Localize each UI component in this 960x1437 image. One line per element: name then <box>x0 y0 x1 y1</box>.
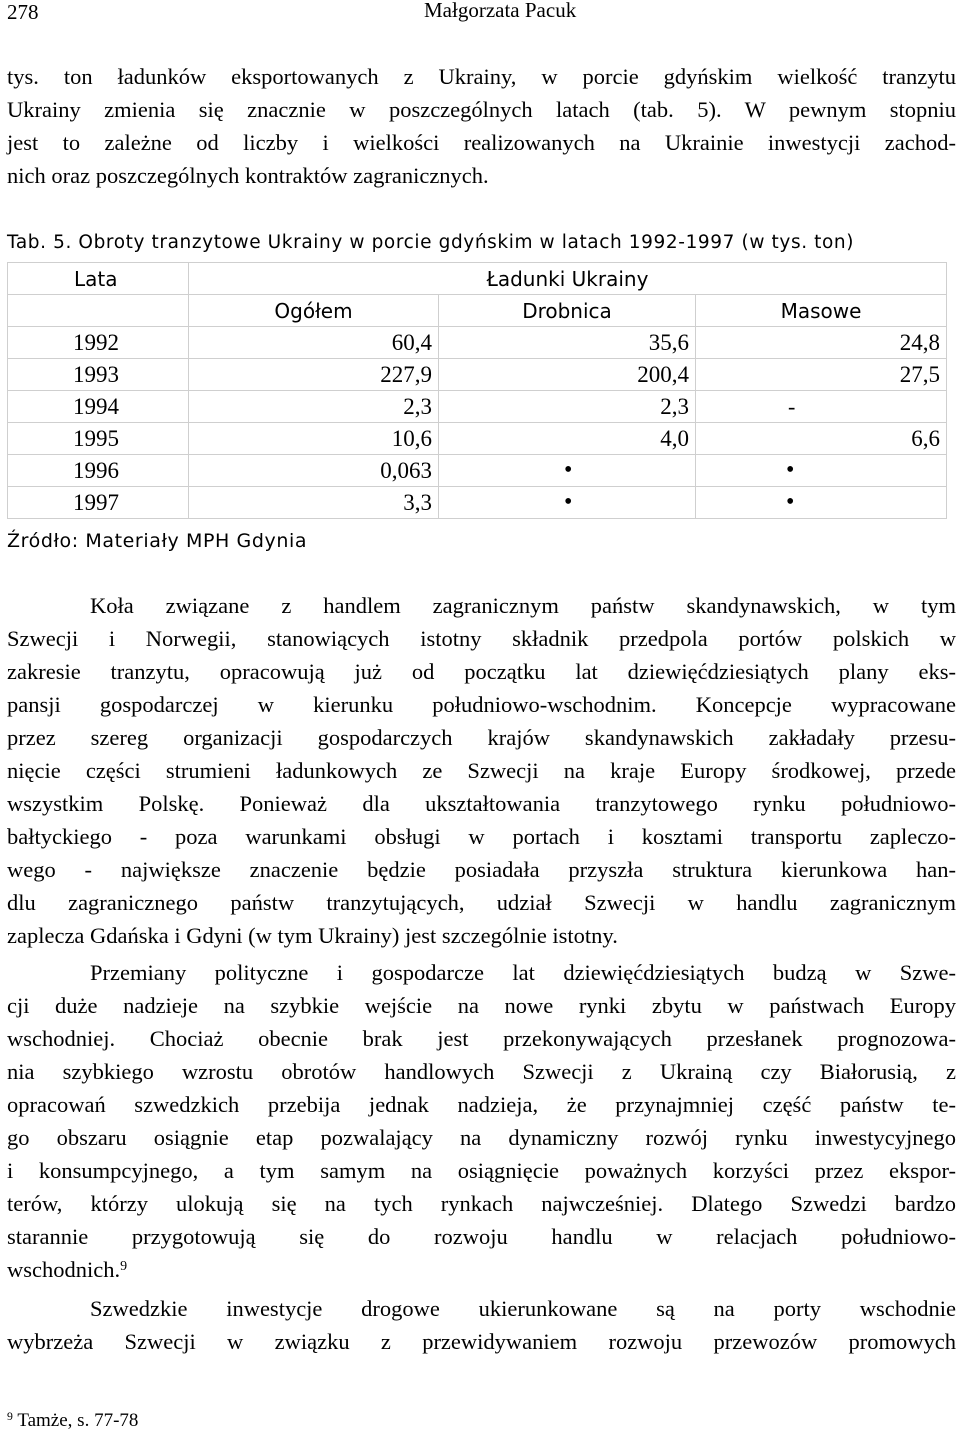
table-row <box>8 327 947 359</box>
text-line: i konsumpcyjnego, a tym samym na osiągnięcie poważnych korzyści przez ekspor- <box>7 1158 956 1183</box>
cell-total: 60,4 <box>189 327 439 359</box>
cell-year: 1996 <box>8 455 189 487</box>
cell-total: 227,9 <box>189 359 439 391</box>
table-header-row <box>8 263 947 295</box>
cell-year: 1993 <box>8 359 189 391</box>
header-years: Lata <box>8 263 189 295</box>
paragraph-2 <box>7 956 956 1286</box>
header-general: Drobnica <box>439 295 696 327</box>
table-row <box>8 359 947 391</box>
cell-total: 0,063 <box>189 455 439 487</box>
cell-year: 1997 <box>8 487 189 519</box>
text-line: jest to zależne od liczby i wielkości realizowanych na Ukrainie inwestycji zachod- <box>7 130 956 155</box>
text-line: Szwecji i Norwegii, stanowiących istotny składnik przedpola portów polskich w <box>7 626 956 651</box>
cell-year: 1995 <box>8 423 189 455</box>
text-line: opracowań szwedzkich przebija jednak nadzieja, że przynajmniej część państw te- <box>7 1092 956 1117</box>
text-line: terów, którzy ulokują się na tych rynkach najwcześniej. Dlatego Szwedzi bardzo <box>7 1191 956 1216</box>
text-line: wszystkim Polskę. Ponieważ dla ukształtowania tranzytowego rynku południowo- <box>7 791 956 816</box>
text-line: zaplecza Gdańska i Gdyni (w tym Ukrainy) jest szczególnie istotny. <box>7 923 618 948</box>
text-line: wschodniej. Chociaż obecnie brak jest przekonywających przesłanek prognozowa- <box>7 1026 956 1051</box>
cell-general: • <box>439 455 696 487</box>
text-line: Szwedzkie inwestycje drogowe ukierunkowane są na porty wschodnie <box>90 1296 956 1321</box>
text-line: Koła związane z handlem zagranicznym państw skandynawskich, w tym <box>90 593 956 618</box>
cell-total: 10,6 <box>189 423 439 455</box>
cell-total: 2,3 <box>189 391 439 423</box>
header-group: Ładunki Ukrainy <box>189 263 947 295</box>
text-fragment: wschodnich. <box>7 1257 121 1282</box>
footnote <box>7 1410 138 1432</box>
cell-bulk: • <box>696 487 947 519</box>
cell-general: 35,6 <box>439 327 696 359</box>
intro-paragraph <box>7 60 956 192</box>
running-head: Małgorzata Pacuk <box>424 0 577 22</box>
text-line: wego - największe znaczenie będzie posiadała przyszła struktura kierunkowa han- <box>7 857 956 882</box>
table-caption: Tab. 5. Obroty tranzytowe Ukrainy w porcie gdyńskim w latach 1992-1997 (w tys. ton) <box>7 232 855 253</box>
transit-table <box>7 262 947 519</box>
text-line: bałtyckiego - poza warunkami obsługi w portach i kosztami transportu zapleczo- <box>7 824 956 849</box>
text-line: Ukrainy zmienia się znacznie w poszczególnych latach (tab. 5). W pewnym stopniu <box>7 97 956 122</box>
table-source: Źródło: Materiały MPH Gdynia <box>7 530 308 552</box>
footnote-reference[interactable]: 9 <box>120 1259 128 1275</box>
cell-general: • <box>439 487 696 519</box>
header-total: Ogółem <box>189 295 439 327</box>
text-line: tys. ton ładunków eksportowanych z Ukrainy, w porcie gdyńskim wielkość tranzytu <box>7 64 956 89</box>
text-line: nięcie części strumieni ładunkowych ze Szwecji na kraje Europy środkowej, przede <box>7 758 956 783</box>
cell-general: 4,0 <box>439 423 696 455</box>
table-row <box>8 391 947 423</box>
cell-bulk: - <box>696 391 947 423</box>
text-line: wybrzeża Szwecji w związku z przewidywaniem rozwoju przewozów promowych <box>7 1329 956 1354</box>
cell-general: 2,3 <box>439 391 696 423</box>
footnote-number: 9 <box>7 1410 13 1424</box>
cell-general: 200,4 <box>439 359 696 391</box>
paragraph-3 <box>7 1292 956 1358</box>
text-line: cji duże nadzieje na szybkie wejście na nowe rynki zbytu w państwach Europy <box>7 993 956 1018</box>
table-row <box>8 455 947 487</box>
cell-bulk: 24,8 <box>696 327 947 359</box>
cell-bulk: 6,6 <box>696 423 947 455</box>
table-subheader-row <box>8 295 947 327</box>
text-line: pansji gospodarczej w kierunku południowo-wschodnim. Koncepcje wypracowane <box>7 692 956 717</box>
text-line: przez szereg organizacji gospodarczych krajów skandynawskich zakładały przesu- <box>7 725 956 750</box>
text-line: starannie przygotowują się do rozwoju handlu w relacjach południowo- <box>7 1224 956 1249</box>
header-bulk: Masowe <box>696 295 947 327</box>
paragraph-1 <box>7 589 956 952</box>
page-number: 278 <box>7 0 39 24</box>
cell-bulk: • <box>696 455 947 487</box>
table-row <box>8 487 947 519</box>
table-row <box>8 423 947 455</box>
cell-bulk: 27,5 <box>696 359 947 391</box>
cell-year: 1994 <box>8 391 189 423</box>
text-line: go obszaru osiągnie etap pozwalający na dynamiczny rozwój rynku inwestycyjnego <box>7 1125 956 1150</box>
text-line <box>7 1253 956 1286</box>
cell-year: 1992 <box>8 327 189 359</box>
text-line: nia szybkiego wzrostu obrotów handlowych Szwecji z Ukrainą czy Białorusią, z <box>7 1059 956 1084</box>
text-line: Przemiany polityczne i gospodarcze lat dziewięćdziesiątych budzą w Szwe- <box>90 960 956 985</box>
header-empty-cell <box>8 295 189 327</box>
text-line: dlu zagranicznego państw tranzytujących, udział Szwecji w handlu zagranicznym <box>7 890 956 915</box>
text-line: nich oraz poszczególnych kontraktów zagranicznych. <box>7 163 489 188</box>
text-line: zakresie tranzytu, opracowują już od początku lat dziewięćdziesiątych plany eks- <box>7 659 956 684</box>
footnote-text: Tamże, s. 77-78 <box>17 1410 139 1431</box>
cell-total: 3,3 <box>189 487 439 519</box>
